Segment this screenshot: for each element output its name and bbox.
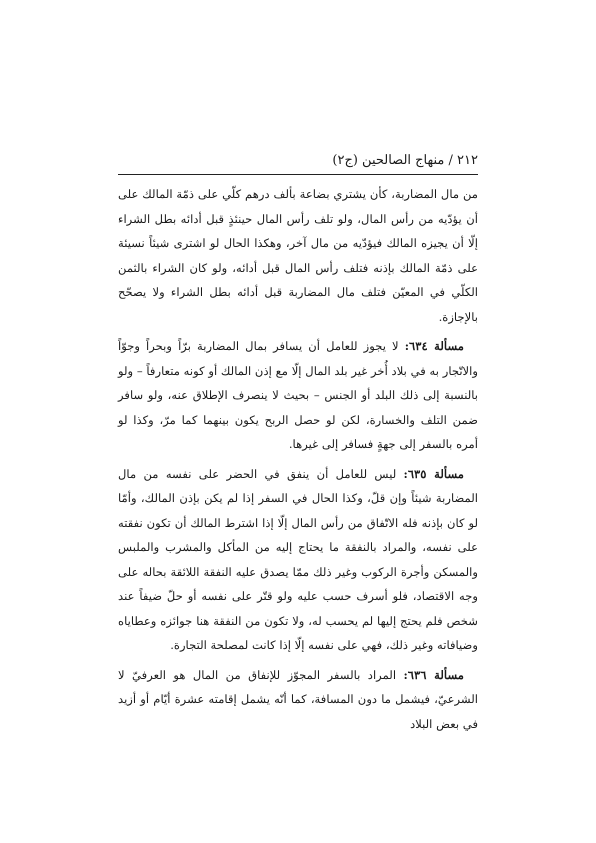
running-title: ٢١٢ / منهاج الصالحين (ج٢) (332, 153, 478, 168)
masala-label: مسألة ٦٣٤: (404, 339, 465, 353)
paragraph-masala-634 (118, 334, 478, 457)
running-header (118, 150, 478, 172)
paragraph-text: لا يجوز للعامل أن يسافر بمال المضاربة برّاً وبحراً وجوّاً والاتّجار به في بلاد أُخر غير بلد المال إلّا مع إذن المالك أو كونه متعارفاً – ولو بالنسبة إلى ذلك البلد أو الجنس – بحيث لا ينصرف الإطلاق عنه، ولو سافر ضمن التلف والخسارة، لكن لو حصل الربح يكون بينهما كما مرّ، وكذا لو أمره بالسفر إلى جهةٍ فسافر إلى غيرها. (118, 339, 478, 451)
masala-label: مسألة ٦٣٥: (403, 466, 465, 481)
paragraph-continuation (118, 182, 478, 329)
header-divider (118, 174, 478, 175)
paragraph-text: المراد بالسفر المجوّز للإنفاق من المال هو العرفيّ لا الشرعيّ، فيشمل ما دون المسافة، كما أنّه يشمل إقامته عشرة أيّام أو أزيد في بعض البلاد (118, 667, 478, 731)
paragraph-text: من مال المضاربة، كأن يشتري بضاعة بألف درهم كلّي على ذمّة المالك على أن يؤدّيه من رأس المال، ولو تلف رأس المال حينئذٍ قبل أدائه بطل الشراء إلّا أن يجيزه المالك فيؤدّيه من مال آخر، وهكذا الحال لو اشترى شيئاً نسيئة على ذمّة المالك بإذنه فتلف رأس المال قبل أدائه، ولو كان الشراء بالثمن الكلّي في المعيّن فتلف مال المضاربة قبل أدائه بطل الشراء ولا يصحّح بالإجازة. (118, 187, 478, 324)
paragraph-masala-636 (118, 663, 478, 737)
page-body (118, 182, 478, 741)
paragraph-text: ليس للعامل أن ينفق في الحضر على نفسه من مال المضاربة شيئاً وإن قلّ، وكذا الحال في السفر إذا لم يكن بإذن المالك، وأمّا لو كان بإذنه فله الاتّفاق من رأس المال إلّا إذا اشترط المالك أن تكون نفقته على نفسه، والمراد بالنفقة ما يحتاج إليه من المأكل والمشرب والملبس والمسكن وأجرة الركوب وغير ذلك ممّا يصدق عليه النفقة اللائقة بحاله على وجه الاقتصاد، فلو أسرف حسب عليه ولو قتّر على نفسه أو حلّ ضيفاً عند شخص فلم يحتج إليها لم يحسب له، ولا تكون من النفقة هنا جوائزه وعطاياه وضيافاته وغير ذلك، فهي على نفسه إلّا إذا كانت لمصلحة التجارة. (118, 466, 478, 652)
paragraph-masala-635 (118, 462, 478, 658)
masala-label: مسألة ٦٣٦: (403, 667, 465, 682)
